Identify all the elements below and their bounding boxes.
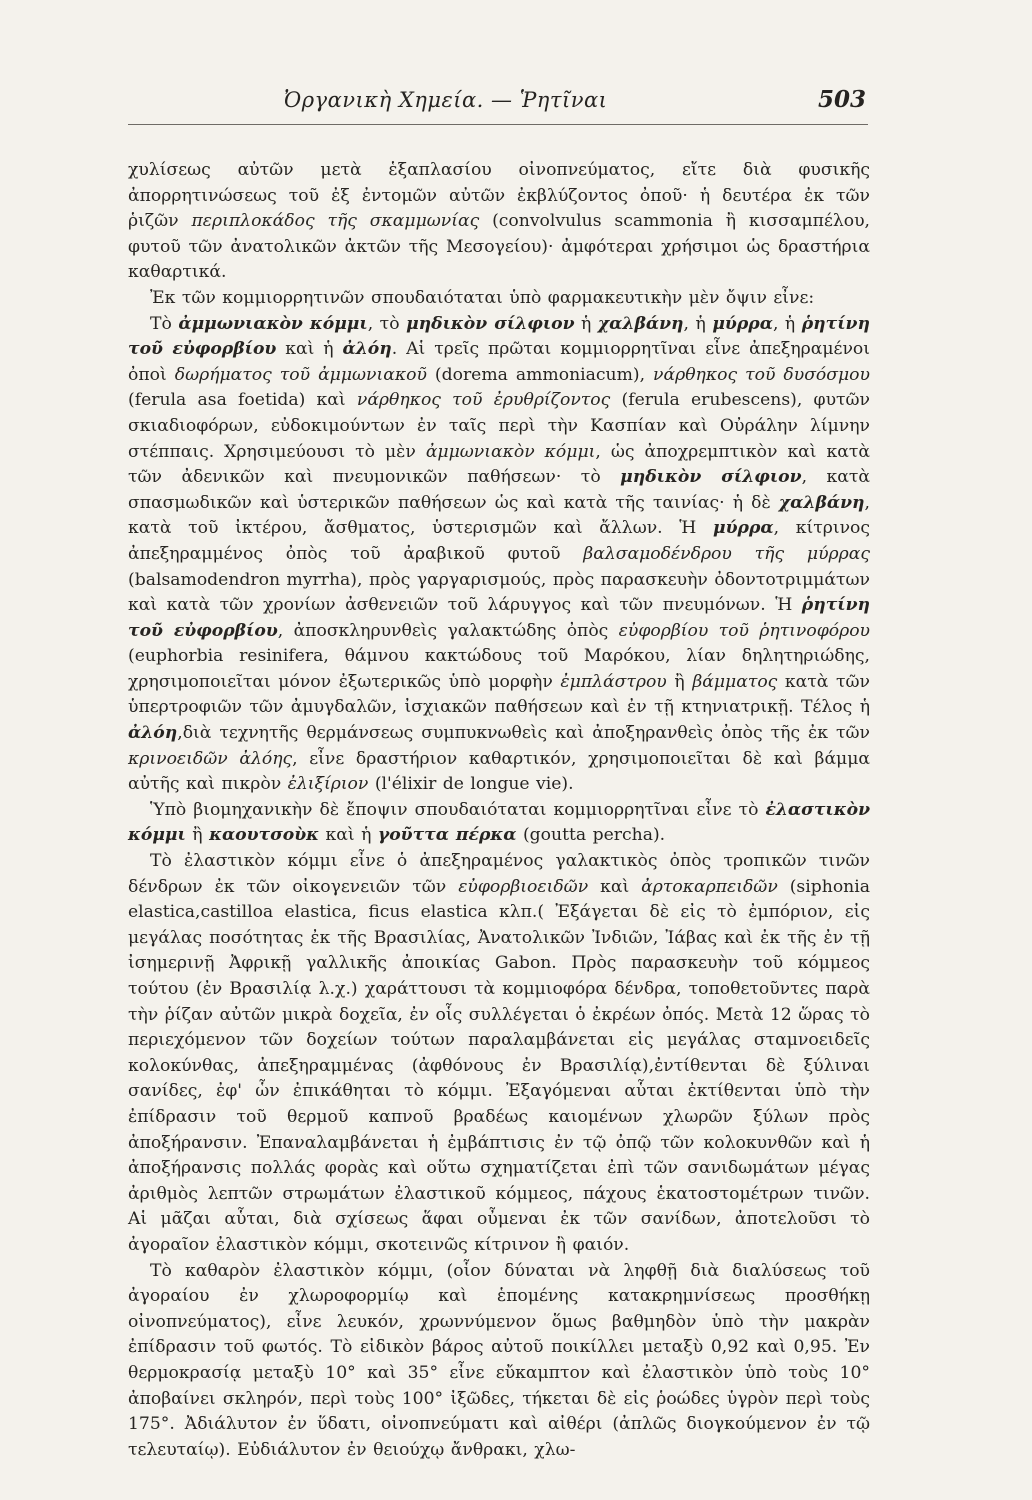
italic-term: ἀρτοκαρπειδῶν (641, 876, 778, 897)
italic-term: ἐμπλάστρου (560, 671, 667, 692)
paragraph (128, 158, 870, 286)
text-run: , ἡ (772, 313, 802, 334)
text-run: , ἡ (683, 313, 713, 334)
bold-term: χαλβάνη (778, 492, 865, 513)
text-run: (l'élixir de longue vie). (368, 774, 574, 795)
text-run: , τὸ (367, 313, 407, 334)
text-run: καὶ (588, 876, 642, 897)
text-run: (siphonia elastica,castilloa elastica, ficus elastica κλπ.( Ἐξάγεται δὲ εἰς τὸ ἐμπόριον, εἰς μεγάλας ποσότητας ἐκ τῆς Βρασιλίας, Ἀνατολικῶν Ἰνδιῶν, Ἰάβας καὶ ἐκ τῆς ἐν τῇ ἰσημερινῇ Ἀφρικῇ γαλλικῆς ἀποικίας Gabon. Πρὸς παρασκευὴν τοῦ κόμμεος τούτου (ἐν Βρασιλίᾳ λ.χ.) χαράττουσι τὰ κομμιοφόρα δένδρα, τοποθετοῦντες παρὰ τὴν ῥίζαν αὐτῶν μικρὰ δοχεῖα, ἐν οἷς συλλέγεται ὁ ἐκρέων ὀπός. Μετὰ 12 ὥρας τὸ περιεχόμενον τῶν δοχείων τούτων παραλαμβάνεται εἰς μεγάλας σταμνοειδεῖς κολοκύνθας, ἀπεξηραμμένας (ἀφθόνους ἐν Βρασιλίᾳ),ἐντίθενται δὲ ξύλιναι σανίδες, ἐφ' ὧν ἐπικάθηται τὸ κόμμι. Ἐξαγόμεναι αὗται ἐκτίθενται ὑπὸ τὴν ἐπίδρασιν τοῦ θερμοῦ καπνοῦ βραδέως καιομένων χλωρῶν ξύλων πρὸς ἀποξήρανσιν. Ἐπαναλαμβάνεται ἡ ἐμβάπτισις ἐν τῷ ὀπῷ τῶν κολοκυνθῶν καὶ ἡ ἀποξήρανσις πολλάς φορὰς καὶ οὕτω σχηματίζεται ἐπὶ τῶν σανιδωμάτων μέγας ἀριθμὸς λεπτῶν στρωμάτων ἐλαστικοῦ κόμμεος, πάχους ἑκατοστομέτρων τινῶν. Αἱ μᾶζαι αὗται, διὰ σχίσεως ἅφαι οὖμεναι ἐκ τῶν σανίδων, ἀποτελοῦσι τὸ ἀγοραῖον ἐλαστικὸν κόμμι, σκοτεινῶς κίτρινον ἢ φαιόν. (128, 876, 870, 1255)
paragraph (128, 1259, 870, 1464)
bold-term: μύρρα (712, 313, 773, 334)
text-run: (convolvulus scammonia ἢ κισσαμπέλου, φυτοῦ τῶν ἀνατολικῶν ἀκτῶν τῆς Μεσογείου)· ἀμφότεραι χρήσιμοι ὡς δραστήρια καθαρτικά. (128, 211, 871, 283)
text-run: (goutta percha). (516, 825, 666, 846)
paragraph (128, 798, 870, 849)
bold-term: καουτσοὺκ (209, 825, 320, 846)
text-run: (ferula erubescens), φυτῶν σκιαδιοφόρων, εὐδοκιμούντων ἐν ταῖς περὶ τὴν Κασπίαν καὶ Οὐράλην λίμνην στέππαις. Χρησιμεύουσι τὸ μὲν (128, 390, 871, 462)
body-text (128, 158, 870, 1463)
paragraph (128, 312, 870, 798)
paragraph (128, 286, 870, 312)
text-run: ,διὰ τεχνητῆς θερμάνσεως συμπυκνωθεὶς καὶ ἀποξηρανθεὶς ὀπὸς τῆς ἐκ τῶν (177, 723, 870, 744)
text-run: χυλίσεως αὐτῶν μετὰ ἑξαπλασίου οἰνοπνεύματος, εἴτε διὰ φυσικῆς ἀπορρητινώσεως τοῦ ἐξ ἐντομῶν αὐτῶν ἐκβλύζοντος ὀποῦ· ἡ δευτέρα ἐκ τῶν ῥιζῶν (128, 160, 870, 232)
bold-term: ἀλόη (342, 339, 392, 360)
italic-term: κρινοειδῶν ἀλόης (128, 748, 293, 769)
italic-term: νάρθηκος τοῦ ἐρυθρίζοντος (356, 390, 611, 411)
text-run: , εἶνε δραστήριον καθαρτικόν, χρησιμοποιεῖται δὲ καὶ βάμμα αὐτῆς καὶ πικρὸν (128, 748, 870, 795)
text-run: , κατὰ τοῦ ἰκτέρου, ἄσθματος, ὑστερισμῶν καὶ ἄλλων. Ἡ (128, 492, 870, 539)
text-run: (balsamodendron myrrha), πρὸς γαργαρισμούς, πρὸς παρασκευὴν ὀδοντοτριμμάτων καὶ κατὰ τῶν χρονίων ἀσθενειῶν τοῦ λάρυγγος καὶ τῶν πνευμόνων. Ἡ (128, 569, 870, 616)
text-run: καὶ ἡ (276, 339, 343, 360)
text-run: (dorema ammoniacum), (426, 364, 654, 385)
text-run: καὶ ἡ (319, 825, 378, 846)
bold-term: ἐλαστικὸν κόμμι (128, 799, 870, 846)
header-rule (128, 124, 868, 125)
bold-term: μηδικὸν σίλφιον (620, 467, 802, 488)
text-run: Τὸ καθαρὸν ἐλαστικὸν κόμμι, (οἷον δύναται νὰ ληφθῇ διὰ διαλύσεως τοῦ ἀγοραίου ἐν χλωροφορμίῳ καὶ ἑπομένης κατακρημνίσεως προσθήκῃ οἰνοπνεύματος), εἶνε λευκόν, χρωννύμενον ὅμως βαθμηδὸν ὑπὸ τὴν μακρὰν ἐπίδρασιν τοῦ φωτός. Τὸ εἰδικὸν βάρος αὐτοῦ ποικίλλει μεταξὺ 0,92 καὶ 0,95. Ἐν θερμοκρασίᾳ μεταξὺ 10° καὶ 35° εἶνε εὔκαμπτον καὶ ἐλαστικὸν ὑπὸ τοὺς 10° ἀποβαίνει σκληρόν, περὶ τοὺς 100° ἰξῶδες, τήκεται δὲ εἰς ῥοώδες ὑγρὸν περὶ τοὺς 175°. Ἀδιάλυτον ἐν ὕδατι, οἰνοπνεύματι καὶ αἰθέρι (ἀπλῶς διογκούμενον ἐν τῷ τελευταίῳ). Εὐδιάλυτον ἐν θειούχῳ ἄνθρακι, χλω- (128, 1260, 870, 1460)
italic-term: δωρήματος τοῦ ἀμμωνιακοῦ (174, 364, 427, 385)
bold-term: ῥητίνη τοῦ εὐφορβίου (128, 313, 870, 360)
text-run: Ὑπὸ βιομηχανικὴν δὲ ἔποψιν σπουδαιόταται κομμιορρητῖναι εἶνε τὸ (150, 799, 766, 820)
bold-term: μύρρα (713, 518, 774, 539)
running-title: Ὀργανικὴ Χημεία. — Ῥητῖναι (284, 88, 608, 112)
text-run: Τὸ ἐλαστικὸν κόμμι εἶνε ὁ ἀπεξηραμένος γαλακτικὸς ὀπὸς τροπικῶν τινῶν δένδρων ἐκ τῶν οἰκογενειῶν τῶν (128, 851, 870, 897)
italic-term: εὐφορβίου τοῦ ῥητινοφόρου (618, 620, 870, 641)
italic-term: ἐλιξίριον (287, 774, 369, 795)
page-number: 503 (817, 86, 866, 113)
text-run: ἡ (574, 313, 598, 334)
text-run: (ferula asa foetida) καὶ (128, 390, 357, 411)
text-run: ἢ (666, 671, 693, 692)
text-run: . Αἱ τρεῖς πρῶται κομμιορρητῖναι εἶνε ἀπεξηραμένοι ὀποὶ (128, 339, 870, 385)
italic-term: βαλσαμοδένδρου τῆς μύρρας (583, 543, 870, 564)
text-run: ἢ (185, 825, 210, 846)
text-run: (euphorbia resinifera, θάμνου κακτώδους τοῦ Μαρόκου, λίαν δηλητηριώδης, χρησιμοποιεῖται μόνον ἐξωτερικῶς ὑπὸ μορφὴν (128, 646, 870, 692)
text-run: κατὰ τῶν ὑπερτροφιῶν τῶν ἀμυγδαλῶν, ἰσχιακῶν παθήσεων καὶ ἐν τῇ κτηνιατρικῇ. Τέλος ἡ (128, 671, 870, 718)
italic-term: εὐφορβιοειδῶν (458, 876, 589, 897)
paragraph (128, 849, 870, 1259)
italic-term: νάρθηκος τοῦ δυσόσμου (653, 364, 870, 385)
text-run: Ἐκ τῶν κομμιορρητινῶν σπουδαιόταται ὑπὸ φαρμακευτικὴν μὲν ὄψιν εἶνε: (150, 287, 815, 308)
text-run: , κίτρινος ἀπεξηραμμένος ὀπὸς τοῦ ἀραβικοῦ φυτοῦ (128, 518, 870, 564)
page-header (128, 86, 868, 126)
bold-term: χαλβάνη (597, 313, 684, 334)
text-run: Τὸ (150, 313, 179, 334)
text-run: , ἀποσκληρυνθεὶς γαλακτώδης ὀπὸς (277, 620, 619, 641)
italic-term: περιπλοκάδος τῆς σκαμμωνίας (191, 211, 480, 232)
italic-term: βάμματος (692, 671, 778, 692)
bold-term: ῥητίνη τοῦ εὐφορβίου (128, 595, 870, 641)
bold-term: ἀμμωνιακὸν κόμμι (178, 313, 368, 334)
text-run: , ὡς ἀποχρεμπτικὸν καὶ κατὰ τῶν ἀδενικῶν καὶ πνευμονικῶν παθήσεων· τὸ (128, 441, 871, 488)
italic-term: ἀμμωνιακὸν κόμμι (425, 441, 596, 462)
bold-term: γοῦττα πέρκα (377, 825, 517, 846)
text-run: , κατὰ σπασμωδικῶν καὶ ὑστερικῶν παθήσεων ὡς καὶ κατὰ τῆς ταινίας· ἡ δὲ (128, 467, 870, 513)
bold-term: ἀλόη (128, 723, 178, 744)
bold-term: μηδικὸν σίλφιον (406, 313, 575, 334)
